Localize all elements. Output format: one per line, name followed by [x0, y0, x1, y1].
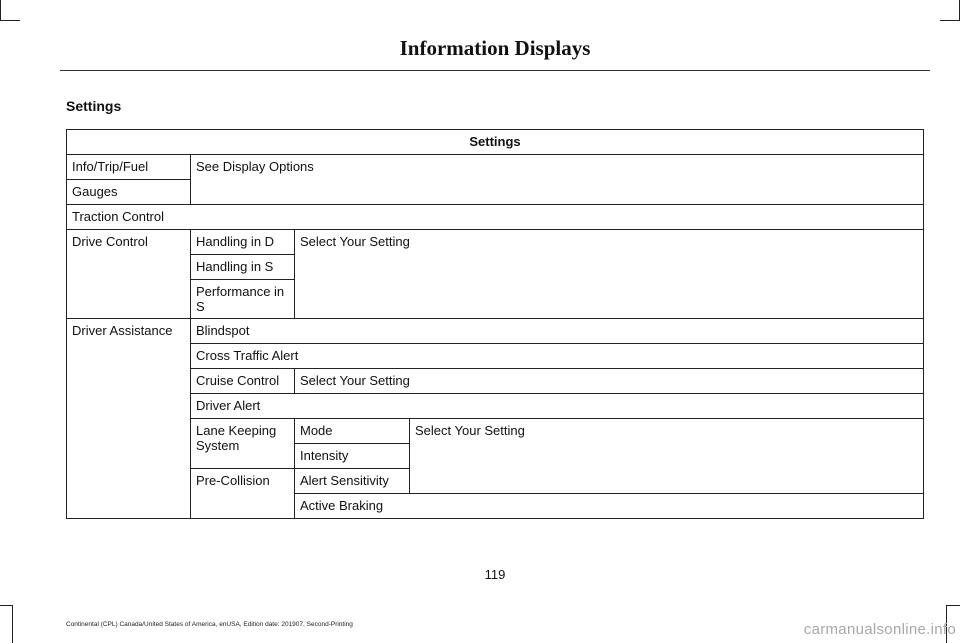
cell-driver-assistance: Driver Assistance [67, 319, 191, 519]
crop-mark-top-left-h [0, 20, 20, 21]
cell-gauges: Gauges [67, 180, 191, 205]
cell-pre-collision: Pre-Collision [191, 469, 295, 519]
cell-intensity: Intensity [295, 444, 410, 469]
cell-traction-control: Traction Control [67, 205, 924, 230]
cell-see-display-options: See Display Options [191, 155, 924, 205]
cell-cross-traffic-alert: Cross Traffic Alert [191, 344, 924, 369]
footer-edition-text: Continental (CPL) Canada/United States of America, enUSA, Edition date: 201907, Second-Printing [66, 621, 353, 628]
cell-info-trip-fuel: Info/Trip/Fuel [67, 155, 191, 180]
crop-mark-bottom-left-v [12, 605, 13, 643]
crop-mark-top-left-v [0, 0, 1, 20]
section-heading: Settings [66, 98, 122, 114]
cell-mode: Mode [295, 419, 410, 444]
page-number: 119 [484, 567, 506, 582]
cell-driver-alert: Driver Alert [191, 394, 924, 419]
page-header-title: Information Displays [399, 36, 591, 60]
cell-performance-in-s: Performance in S [191, 280, 295, 319]
cell-cruise-control: Cruise Control [191, 369, 295, 394]
cell-cruise-select-setting: Select Your Setting [295, 369, 924, 394]
settings-table [66, 129, 924, 519]
crop-mark-bottom-left-h [0, 605, 12, 606]
watermark: carmanualsonline.info [803, 621, 956, 638]
cell-drive-select-setting: Select Your Setting [295, 230, 924, 319]
cell-lane-select-setting: Select Your Setting [410, 419, 924, 494]
table-caption: Settings [67, 130, 924, 155]
cell-blindspot: Blindspot [191, 319, 924, 344]
cell-drive-control: Drive Control [67, 230, 191, 319]
crop-mark-top-right-h [940, 20, 960, 21]
cell-handling-in-s: Handling in S [191, 255, 295, 280]
cell-active-braking: Active Braking [295, 494, 924, 519]
header-divider [60, 70, 930, 71]
cell-alert-sensitivity: Alert Sensitivity [295, 469, 410, 494]
cell-lane-keeping-system: Lane Keeping System [191, 419, 295, 469]
crop-mark-bottom-right-h [946, 605, 960, 606]
cell-handling-in-d: Handling in D [191, 230, 295, 255]
